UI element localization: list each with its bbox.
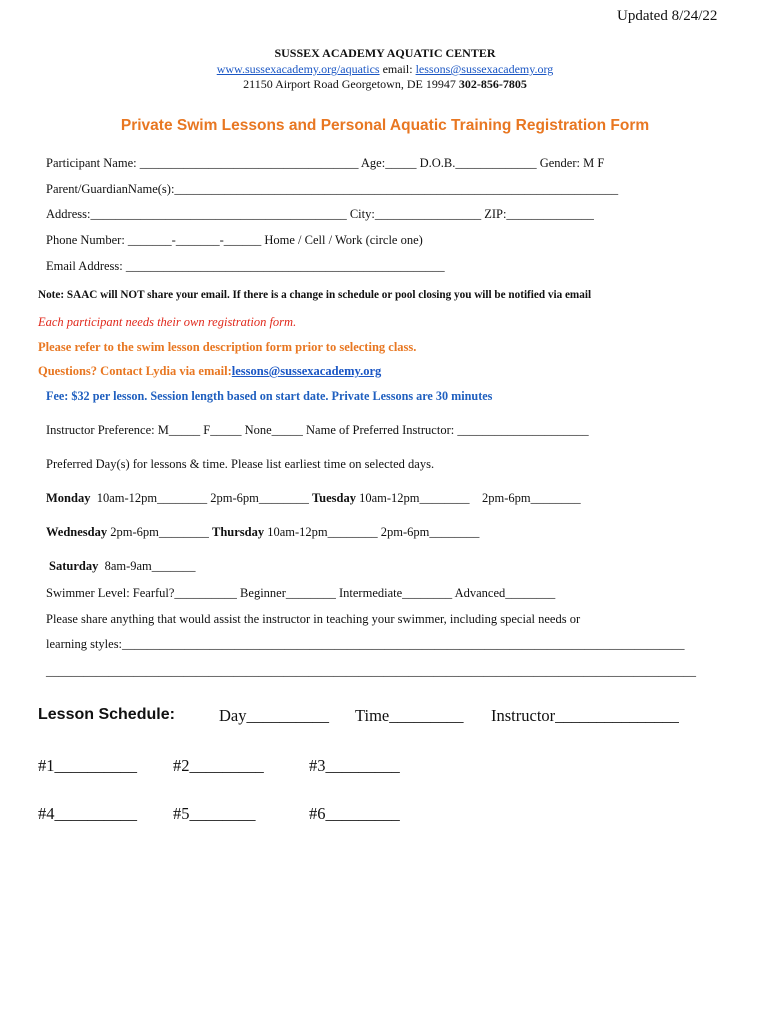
- learning-styles-field[interactable]: learning styles:__________________________________________________________________________________________: [46, 637, 685, 651]
- thursday-slots[interactable]: 10am-12pm________ 2pm-6pm________: [267, 525, 480, 539]
- address-line: [0, 77, 770, 92]
- center-phone: 302-856-7805: [458, 77, 527, 91]
- parent-field[interactable]: Parent/GuardianName(s):_______________________________________________________________________: [46, 182, 619, 196]
- lesson-slot-3[interactable]: #3_________: [309, 756, 400, 775]
- monday-slots[interactable]: 10am-12pm________ 2pm-6pm________: [96, 491, 309, 505]
- questions-label: Questions? Contact Lydia via email:: [38, 364, 232, 378]
- lesson-instructor-field[interactable]: Instructor_______________: [491, 706, 679, 725]
- email-link[interactable]: lessons@sussexacademy.org: [415, 62, 554, 76]
- wednesday-label: Wednesday: [46, 525, 108, 539]
- tuesday-label: Tuesday: [311, 491, 356, 505]
- website-link[interactable]: www.sussexacademy.org/aquatics: [216, 62, 380, 76]
- phone-field[interactable]: Phone Number: _______-_______-______ Home / Cell / Work (circle one): [46, 233, 423, 247]
- lesson-day-field[interactable]: Day__________: [219, 706, 329, 725]
- email-field[interactable]: Email Address: ___________________________________________________: [46, 259, 445, 273]
- lesson-schedule-label: Lesson Schedule:: [38, 706, 175, 723]
- monday-tuesday-row[interactable]: [46, 491, 581, 506]
- updated-date: Updated 8/24/22: [617, 8, 718, 24]
- lesson-slot-5[interactable]: #5________: [173, 804, 256, 823]
- privacy-note: Note: SAAC will NOT share your email. If there is a change in schedule or pool closing you will be notified via email: [38, 289, 592, 301]
- saturday-row[interactable]: [49, 559, 196, 574]
- address-field[interactable]: Address:_________________________________________ City:_________________ ZIP:______________: [46, 207, 594, 221]
- tuesday-slots[interactable]: 10am-12pm________ 2pm-6pm________: [359, 491, 581, 505]
- wednesday-thursday-row[interactable]: [46, 525, 479, 540]
- each-participant-note: Each participant needs their own registration form.: [38, 315, 297, 329]
- monday-label: Monday: [46, 491, 91, 505]
- lesson-slot-4[interactable]: #4__________: [38, 804, 137, 823]
- lesson-slot-6[interactable]: #6_________: [309, 804, 400, 823]
- refer-note: Please refer to the swim lesson description form prior to selecting class.: [38, 340, 417, 354]
- org-name: SUSSEX ACADEMY AQUATIC CENTER: [274, 46, 496, 60]
- thursday-label: Thursday: [212, 525, 265, 539]
- wednesday-slots[interactable]: 2pm-6pm________: [110, 525, 209, 539]
- questions-line: [38, 364, 381, 379]
- lesson-time-field[interactable]: Time_________: [355, 706, 464, 725]
- swimmer-level-field[interactable]: Swimmer Level: Fearful?__________ Beginner________ Intermediate________ Advanced________: [46, 586, 556, 600]
- lesson-slot-2[interactable]: #2_________: [173, 756, 264, 775]
- preferred-days-instructions: Preferred Day(s) for lessons & time. Please list earliest time on selected days.: [46, 457, 435, 471]
- contact-line: [0, 62, 770, 77]
- learning-styles-field-continued[interactable]: ________________________________________________________________________________________________________: [46, 664, 696, 678]
- lesson-slot-1[interactable]: #1__________: [38, 756, 137, 775]
- questions-email-link[interactable]: lessons@sussexacademy.org: [231, 364, 382, 378]
- email-label: email:: [382, 62, 413, 76]
- saturday-slots[interactable]: 8am-9am_______: [104, 559, 196, 573]
- saturday-label: Saturday: [49, 559, 99, 573]
- form-title: Private Swim Lessons and Personal Aquatic Training Registration Form: [120, 117, 650, 134]
- fee-info: Fee: $32 per lesson. Session length based on start date. Private Lessons are 30 minutes: [46, 389, 493, 403]
- instructor-preference-field[interactable]: Instructor Preference: M_____ F_____ None_____ Name of Preferred Instructor: _____________________: [46, 423, 589, 437]
- participant-field[interactable]: Participant Name: ___________________________________ Age:_____ D.O.B._____________ Gender: M F: [46, 156, 605, 170]
- center-address: 21150 Airport Road Georgetown, DE 19947: [243, 77, 456, 91]
- special-needs-prompt: Please share anything that would assist the instructor in teaching your swimmer, including special needs or: [46, 612, 581, 626]
